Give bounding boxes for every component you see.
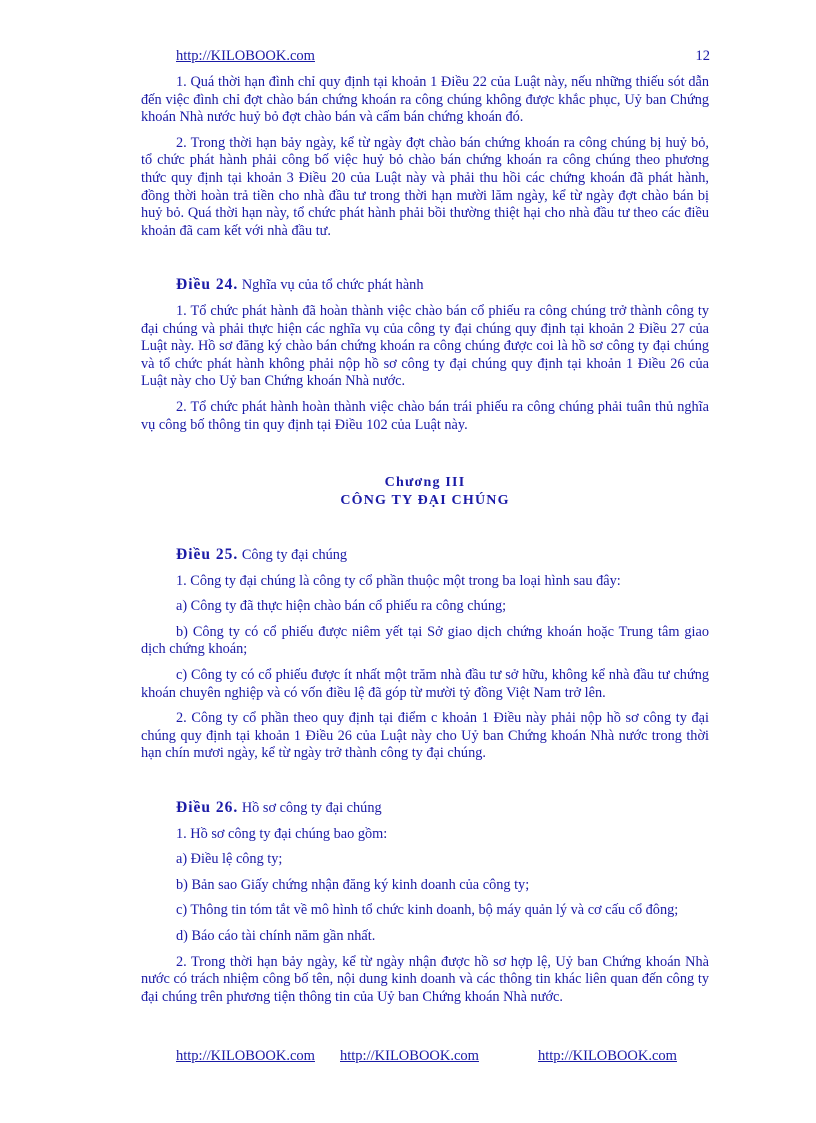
chapter-heading <box>141 474 709 510</box>
page-number: 12 <box>695 48 710 64</box>
paragraph: 2. Công ty cổ phần theo quy định tại điểm c khoản 1 Điều này phải nộp hồ sơ công ty đại chúng quy định tại khoản 1 Điều 26 của Luật này cho Uỷ ban Chứng khoán Nhà nước trong thời hạn chín mươi ngày, kể từ ngày trở thành công ty đại chúng. <box>141 710 709 762</box>
paragraph: 1. Tổ chức phát hành đã hoàn thành việc chào bán cổ phiếu ra công chúng trở thành công ty đại chúng và phải thực hiện các nghĩa vụ của công ty đại chúng quy định tại khoản 2 Điều 27 của Luật này. Hồ sơ đăng ký chào bán chứng khoán ra công chúng được coi là hồ sơ công ty đại chúng và tổ chức phát hành không phải nộp hồ sơ công ty đại chúng quy định tại khoản 1 Điều 26 của Luật này cho Uỷ ban Chứng khoán Nhà nước. <box>141 302 709 390</box>
chapter-number: Chương III <box>384 475 466 491</box>
document-body <box>141 74 709 1014</box>
paragraph: 1. Quá thời hạn đình chỉ quy định tại khoản 1 Điều 22 của Luật này, nếu những thiếu sót dẫn đến việc đình chỉ đợt chào bán chứng khoán ra công chúng không được khắc phục, Uỷ ban Chứng khoán Nhà nước huỷ bỏ đợt chào bán và cấm bán chứng khoán đó. <box>141 74 709 126</box>
paragraph: 2. Tổ chức phát hành hoàn thành việc chào bán trái phiếu ra công chúng phải tuân thủ nghĩa vụ công bố thông tin quy định tại Điều 102 của Luật này. <box>141 398 709 433</box>
paragraph: 1. Công ty đại chúng là công ty cổ phần thuộc một trong ba loại hình sau đây: <box>176 572 621 589</box>
paragraph: 2. Trong thời hạn bảy ngày, kể từ ngày nhận được hồ sơ hợp lệ, Uỷ ban Chứng khoán Nhà nước có trách nhiệm công bố tên, nội dung kinh doanh và các thông tin khác liên quan đến công ty đại chúng trên phương tiện thông tin của Uỷ ban Chứng khoán Nhà nước. <box>141 953 709 1005</box>
footer-link[interactable]: http://KILOBOOK.com <box>176 1048 315 1064</box>
footer-link[interactable]: http://KILOBOOK.com <box>340 1048 479 1064</box>
footer-link[interactable]: http://KILOBOOK.com <box>538 1048 677 1064</box>
article-label: Điều 24. <box>176 276 239 294</box>
article-heading-24 <box>141 276 709 295</box>
header-link[interactable]: http://KILOBOOK.com <box>176 48 315 64</box>
paragraph: b) Công ty có cổ phiếu được niêm yết tại Sở giao dịch chứng khoán hoặc Trung tâm giao dịch chứng khoán; <box>141 623 709 658</box>
paragraph: c) Công ty có cổ phiếu được ít nhất một trăm nhà đầu tư sở hữu, không kể nhà đầu tư chứng khoán chuyên nghiệp và có vốn điều lệ đã góp từ mười tỷ đồng Việt Nam trở lên. <box>141 667 709 701</box>
article-label: Điều 25. <box>176 546 239 564</box>
page-header <box>176 48 710 68</box>
paragraph: a) Điều lệ công ty; <box>176 851 283 868</box>
paragraph: 1. Hồ sơ công ty đại chúng bao gồm: <box>176 825 388 842</box>
article-heading-26 <box>141 799 709 818</box>
paragraph: a) Công ty đã thực hiện chào bán cổ phiếu ra công chúng; <box>176 598 507 615</box>
article-title: Nghĩa vụ của tổ chức phát hành <box>241 277 424 294</box>
chapter-title: CÔNG TY ĐẠI CHÚNG <box>340 493 510 509</box>
article-heading-25 <box>141 546 709 565</box>
paragraph: d) Báo cáo tài chính năm gần nhất. <box>176 928 376 944</box>
paragraph: c) Thông tin tóm tắt về mô hình tổ chức kinh doanh, bộ máy quản lý và cơ cấu cổ đông; <box>176 902 679 919</box>
article-title: Công ty đại chúng <box>241 547 348 564</box>
article-label: Điều 26. <box>176 799 239 817</box>
paragraph: 2. Trong thời hạn bảy ngày, kể từ ngày đợt chào bán chứng khoán ra công chúng bị huỷ bỏ, tổ chức phát hành phải công bố việc huỷ bỏ chào bán chứng khoán ra công chúng theo phương thức quy định tại khoản 3 Điều 20 của Luật này và phải thu hồi các chứng khoán đã phát hành, đồng thời hoàn trả tiền cho nhà đầu tư trong thời hạn mười lăm ngày, kể từ ngày đợt chào bán bị huỷ bỏ. Quá thời hạn này, tổ chức phát hành phải bồi thường thiệt hại cho nhà đầu tư theo các điều khoản đã cam kết với nhà đầu tư. <box>141 134 709 239</box>
article-title: Hồ sơ công ty đại chúng <box>241 800 382 817</box>
paragraph: b) Bản sao Giấy chứng nhận đăng ký kinh doanh của công ty; <box>176 876 530 893</box>
